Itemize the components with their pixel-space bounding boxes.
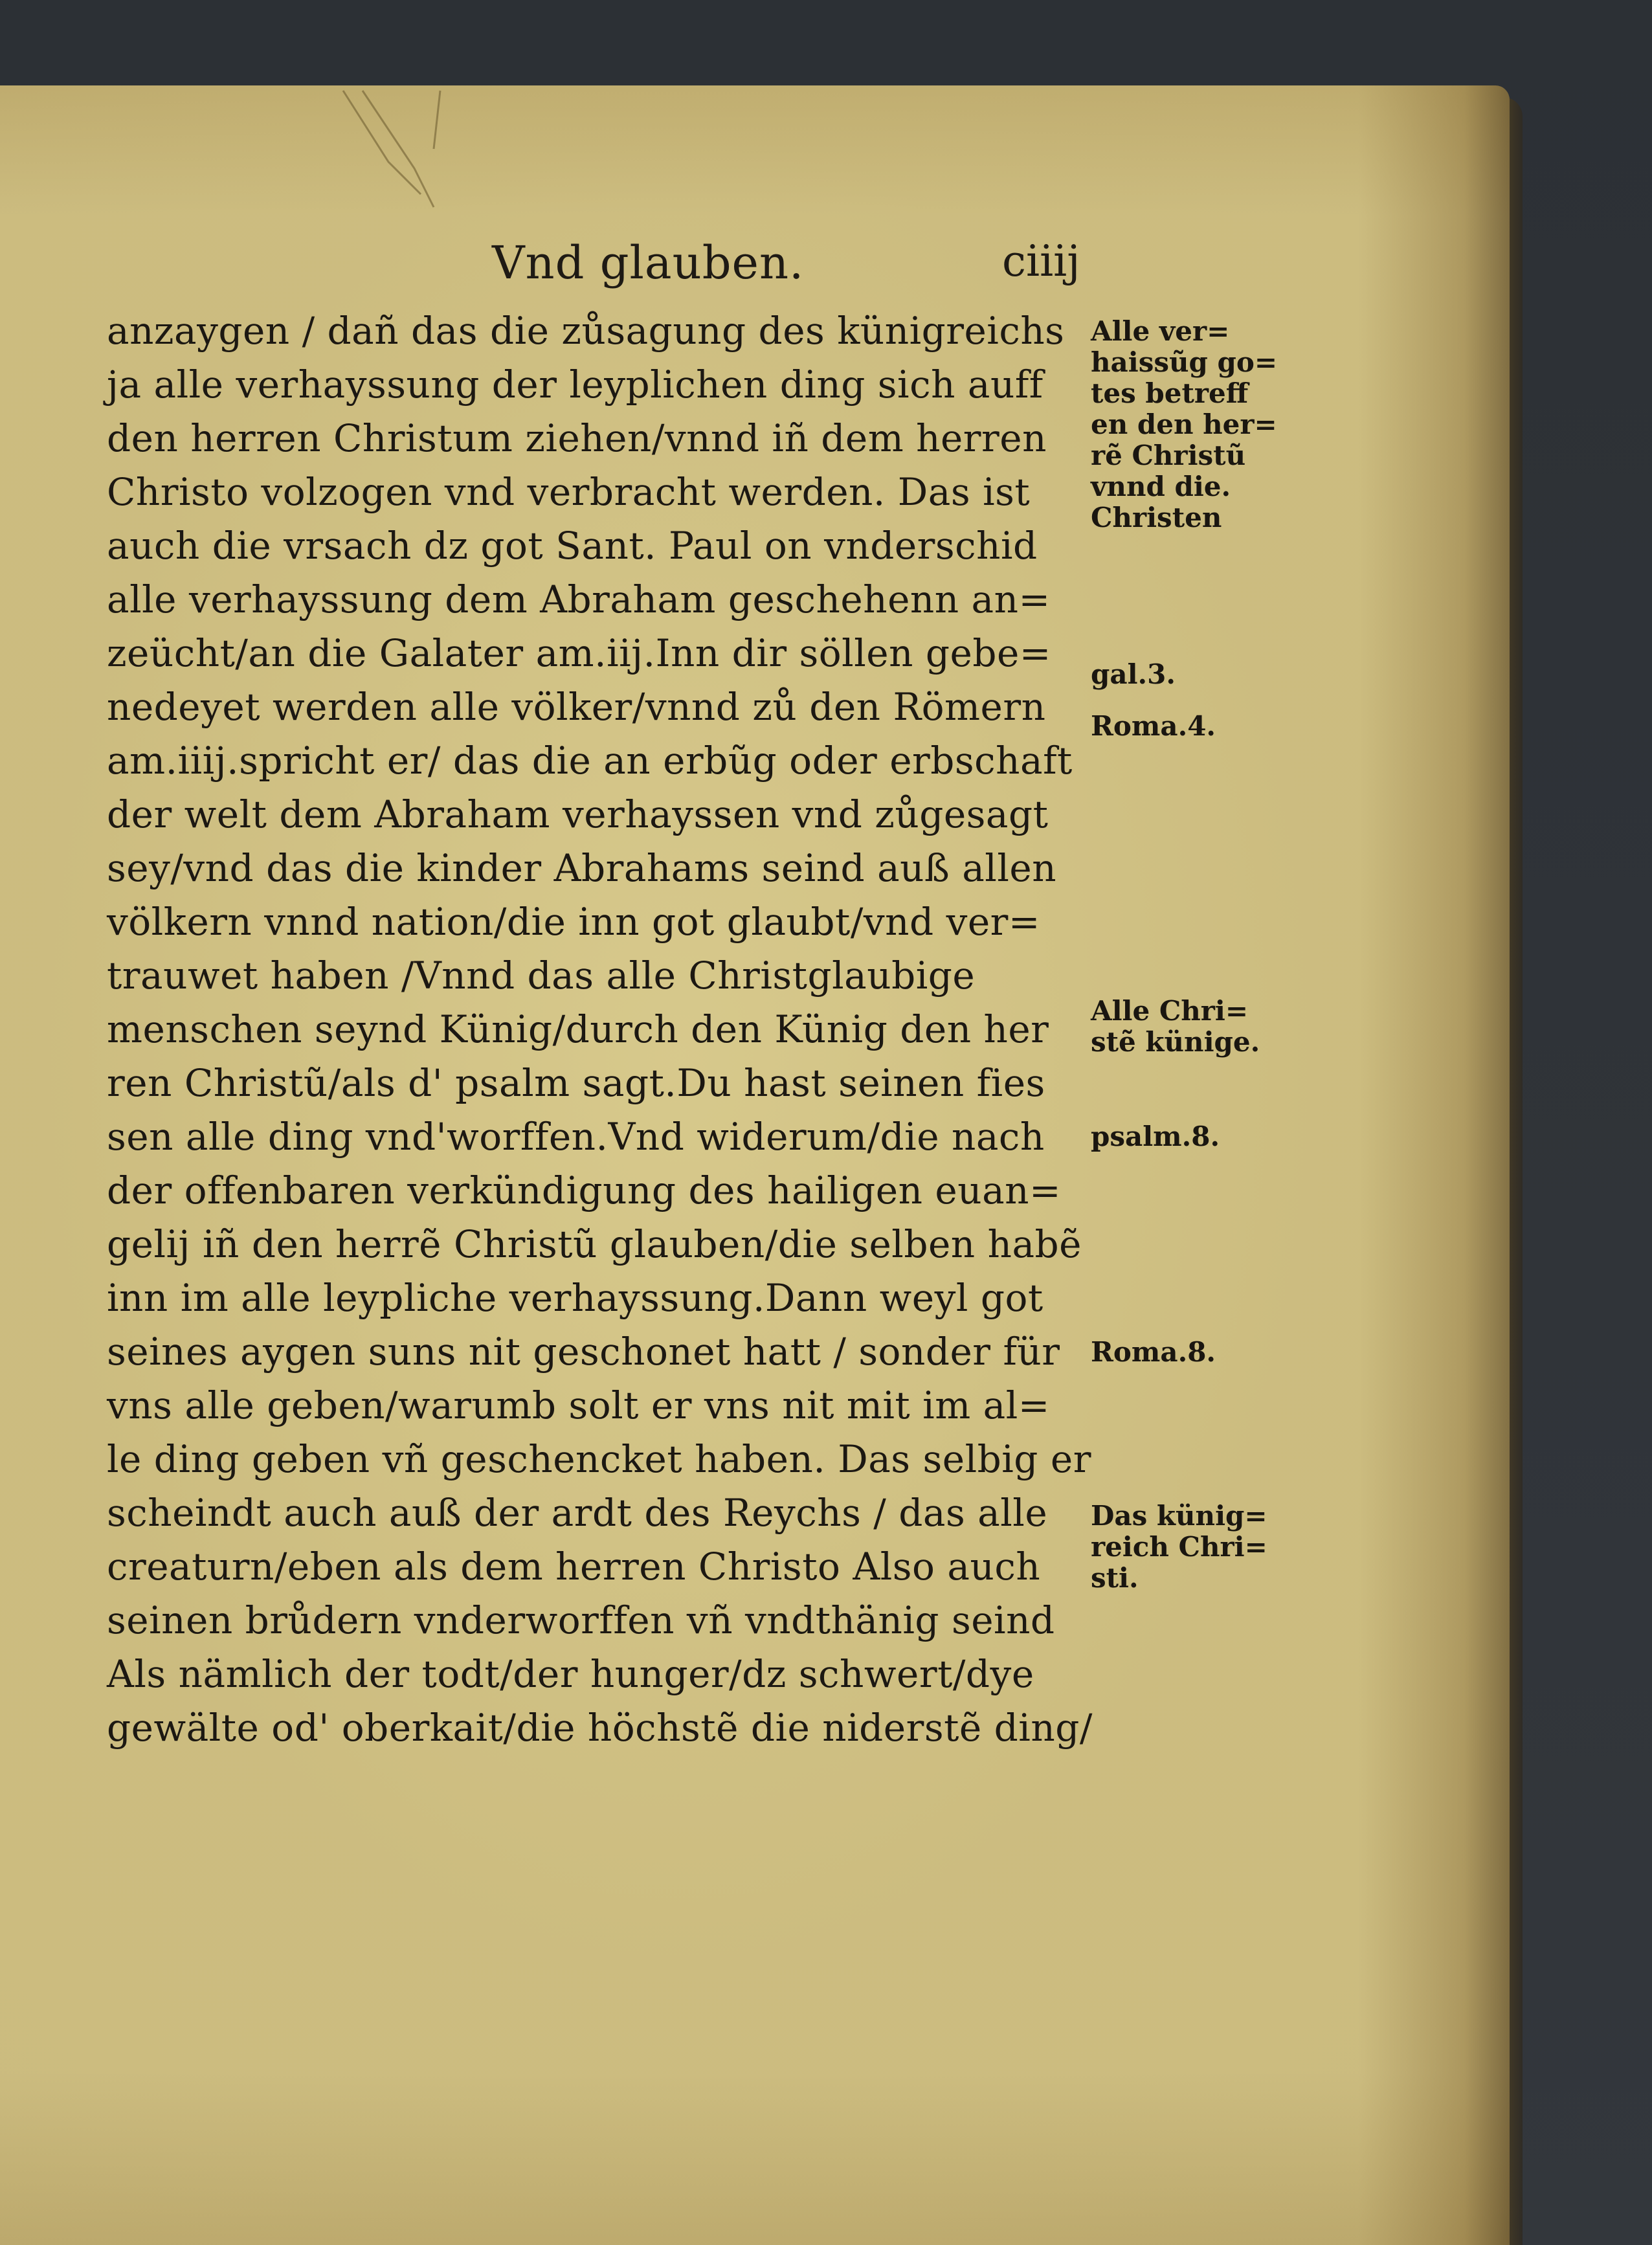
text-line: seines aygen suns nit geschonet hatt / sonder für — [107, 1330, 1060, 1374]
text-line: Als nämlich der todt/der hunger/dz schwert/dye — [107, 1652, 1034, 1696]
text-line: völkern vnnd nation/die inn got glaubt/vnd ver= — [107, 900, 1040, 944]
margin-note-psalm — [1091, 1121, 1220, 1152]
text-line: ren Christũ/als d' psalm sagt.Du hast seinen fies — [107, 1061, 1045, 1105]
margin-note-promises — [1091, 316, 1277, 533]
margin-note-line: Alle ver= — [1091, 315, 1230, 347]
margin-note-line: rẽ Christũ — [1091, 440, 1246, 471]
text-line: am.iiij.spricht er/ das die an erbũg oder erbschaft — [107, 739, 1073, 783]
text-line: anzaygen / dañ das die zůsagung des künigreichs — [107, 309, 1065, 353]
text-line: gewälte od' oberkait/die höchstẽ die niderstẽ ding/ — [107, 1706, 1093, 1750]
margin-note-line: gal.3. — [1091, 658, 1176, 690]
margin-note-line: vnnd die. — [1091, 471, 1231, 502]
text-line: ja alle verhayssung der leyplichen ding sich auff — [107, 363, 1044, 407]
margin-note-line: haissũg go= — [1091, 346, 1278, 378]
margin-note-christians-kings — [1091, 996, 1260, 1058]
margin-note-romans-4 — [1091, 711, 1216, 742]
text-line: trauwet haben /Vnnd das alle Christglaubige — [107, 954, 976, 998]
text-line: den herren Christum ziehen/vnnd iñ dem herren — [107, 416, 1047, 460]
margin-note-line: Roma.8. — [1091, 1336, 1216, 1368]
margin-note-line: Roma.4. — [1091, 710, 1216, 742]
text-line: vns alle geben/warumb solt er vns nit mit im al= — [107, 1383, 1050, 1427]
text-line: sen alle ding vnd'worffen.Vnd widerum/die nach — [107, 1115, 1045, 1159]
text-line: creaturn/eben als dem herren Christo Also auch — [107, 1545, 1041, 1589]
text-line: inn im alle leypliche verhayssung.Dann weyl got — [107, 1276, 1044, 1320]
text-line: alle verhayssung dem Abraham geschehenn an= — [107, 577, 1051, 621]
text-line: scheindt auch auß der ardt des Reychs / das alle — [107, 1491, 1048, 1535]
text-line: nedeyet werden alle völker/vnnd zů den Römern — [107, 685, 1046, 729]
body-text — [107, 304, 1093, 1755]
text-line: seinen brůdern vnderworffen vñ vndthänig seind — [107, 1598, 1055, 1642]
text-line: Christo volzogen vnd verbracht werden. Das ist — [107, 470, 1031, 514]
text-line: menschen seynd Künig/durch den Künig den her — [107, 1007, 1049, 1051]
text-line: der welt dem Abraham verhayssen vnd zůgesagt — [107, 792, 1049, 836]
text-line: le ding geben vñ geschencket haben. Das selbig er — [107, 1437, 1091, 1481]
margin-note-line: Alle Chri= — [1091, 995, 1249, 1027]
running-head: Vnd glauben. — [492, 236, 805, 289]
margin-note-line: Christen — [1091, 502, 1222, 533]
margin-note-line: en den her= — [1091, 408, 1277, 440]
text-line: sey/vnd das die kinder Abrahams seind auß allen — [107, 846, 1057, 890]
text-line: der offenbaren verkündigung des hailigen euan= — [107, 1168, 1062, 1212]
margin-note-line: psalm.8. — [1091, 1121, 1220, 1152]
text-line: gelij iñ den herrẽ Christũ glauben/die selben habẽ — [107, 1222, 1082, 1266]
margin-note-line: stẽ künige. — [1091, 1026, 1260, 1058]
margin-note-kingdom — [1091, 1501, 1267, 1594]
text-line: auch die vrsach dz got Sant. Paul on vnderschid — [107, 524, 1038, 568]
margin-note-line: Das künig= — [1091, 1500, 1267, 1532]
margin-note-line: reich Chri= — [1091, 1531, 1267, 1563]
text-line: zeücht/an die Galater am.iij.Inn dir söllen gebe= — [107, 631, 1051, 675]
margin-note-line: tes betreff — [1091, 377, 1249, 409]
margin-note-line: sti. — [1091, 1562, 1139, 1594]
margin-note-romans-8 — [1091, 1337, 1216, 1368]
margin-note-galatians — [1091, 659, 1176, 690]
folio-number: ciiij — [1002, 236, 1080, 286]
